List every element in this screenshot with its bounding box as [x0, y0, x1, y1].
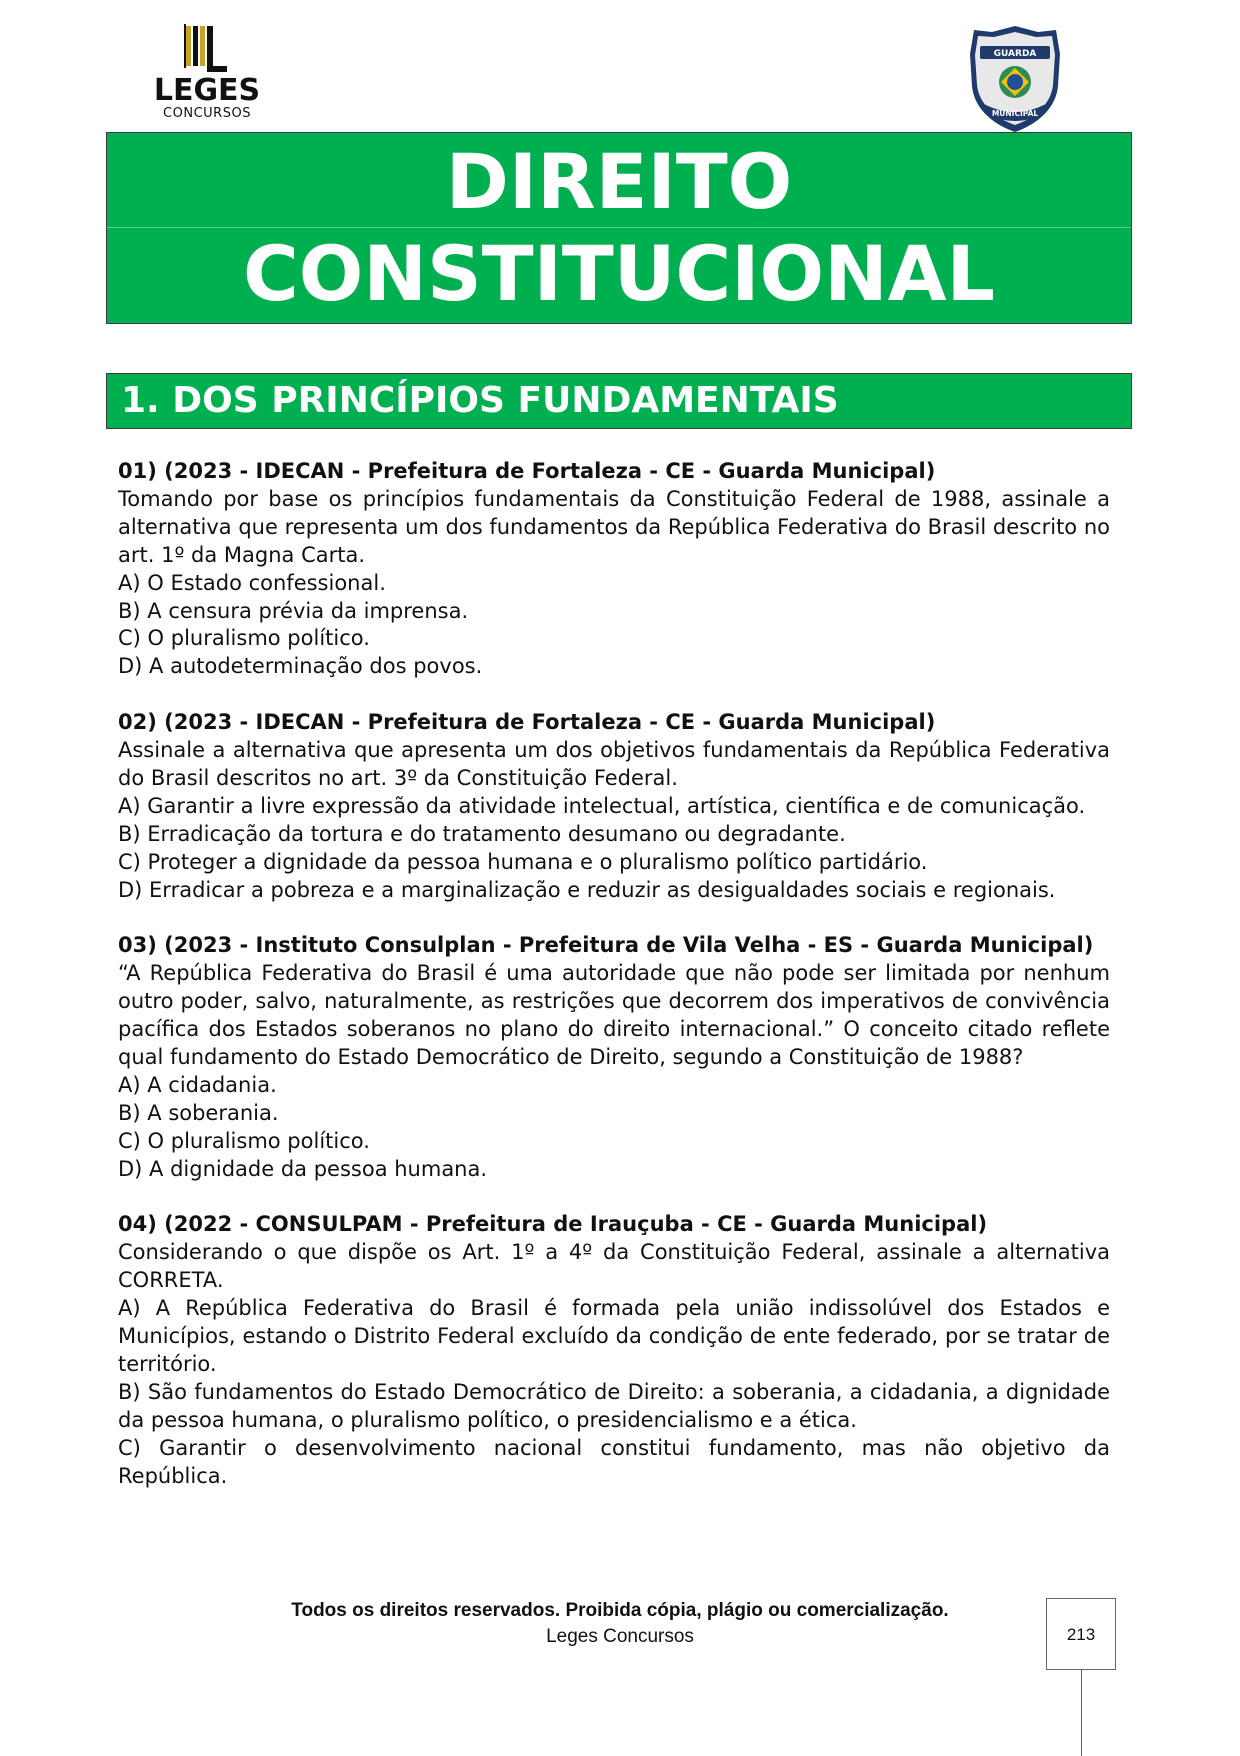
option-c: C) O pluralismo político.: [118, 626, 370, 651]
option-c: C) O pluralismo político.: [118, 1128, 370, 1153]
leges-logo-subtitle: CONCURSOS: [163, 106, 251, 121]
option-d: D) A autodeterminação dos povos.: [118, 654, 483, 679]
question-stem: Tomando por base os princípios fundamentais da Constituição Federal de 1988, assinale a alternativa que representa um dos fundamentos da República Federativa do Brasil descrito no art. 1º da Magna Carta.: [118, 486, 1110, 567]
title-divider: [107, 227, 1131, 228]
option-b: B) A soberania.: [118, 1100, 279, 1125]
option-a: A) Garantir a livre expressão da atividade intelectual, artística, científica e de comunicação.: [118, 793, 1086, 818]
question-header: 01) (2023 - IDECAN - Prefeitura de Fortaleza - CE - Guarda Municipal): [118, 459, 936, 483]
title-line-1: DIREITO: [445, 137, 793, 226]
question-header: 03) (2023 - Instituto Consulplan - Prefeitura de Vila Velha - ES - Guarda Municipal): [118, 933, 1094, 958]
option-b: B) São fundamentos do Estado Democrático de Direito: a soberania, a cidadania, a dignidade da pessoa humana, o pluralismo político, o presidencialismo e a ética.: [118, 1379, 1110, 1432]
question-header: 02) (2023 - IDECAN - Prefeitura de Fortaleza - CE - Guarda Municipal): [118, 710, 936, 735]
question-stem: “A República Federativa do Brasil é uma autoridade que não pode ser limitada por nenhum outro poder, salvo, naturalmente, as restrições que decorrem dos imperativos de convivência pacífica dos Estados soberanos no plano do direito internacional.” O conceito citado reflete qual fundamento do Estado Democrático de Direito, segundo a Constituição de 1988?: [118, 961, 1110, 1069]
question-header: 04) (2022 - CONSULPAM - Prefeitura de Irauçuba - CE - Guarda Municipal): [118, 1212, 988, 1237]
page-number-stem: [1081, 1670, 1082, 1756]
leges-logo: [152, 22, 262, 121]
option-a: A) A República Federativa do Brasil é formada pela união indissolúvel dos Estados e Municípios, estando o Distrito Federal excluído da condição de ente federado, por se tratar de território.: [118, 1296, 1110, 1376]
option-a: A) O Estado confessional.: [118, 570, 386, 595]
leges-mark-icon: [180, 22, 230, 77]
question-list: [118, 458, 1110, 1518]
guarda-municipal-badge-icon: [968, 24, 1062, 134]
question-04: [118, 1211, 1110, 1490]
title-banner: [106, 132, 1132, 324]
option-b: B) A censura prévia da imprensa.: [118, 598, 469, 623]
badge-top-text: GUARDA: [993, 49, 1037, 59]
question-01: [118, 458, 1110, 681]
option-c: C) Proteger a dignidade da pessoa humana e o pluralismo político partidário.: [118, 849, 928, 874]
footer-rights: Todos os direitos reservados. Proibida cópia, plágio ou comercialização.: [291, 1600, 949, 1621]
section-heading: 1. DOS PRINCÍPIOS FUNDAMENTAIS: [121, 380, 839, 421]
page-number: 213: [1046, 1598, 1116, 1670]
option-b: B) Erradicação da tortura e do tratamento desumano ou degradante.: [118, 821, 846, 846]
question-stem: Considerando o que dispõe os Art. 1º a 4º da Constituição Federal, assinale a alternativa CORRETA.: [118, 1240, 1110, 1293]
question-03: [118, 932, 1110, 1183]
section-header: [106, 373, 1132, 429]
question-stem: Assinale a alternativa que apresenta um dos objetivos fundamentais da República Federativa do Brasil descritos no art. 3º da Constituição Federal.: [118, 738, 1110, 790]
option-d: D) A dignidade da pessoa humana.: [118, 1156, 488, 1181]
footer-publisher: Leges Concursos: [546, 1626, 694, 1647]
badge-bottom-text: MUNICIPAL: [991, 109, 1039, 118]
option-d: D) Erradicar a pobreza e a marginalização e reduzir as desigualdades sociais e regionais.: [118, 877, 1056, 902]
question-02: [118, 709, 1110, 904]
title-line-2: CONSTITUCIONAL: [243, 229, 995, 318]
page-footer: [180, 1598, 1060, 1650]
option-a: A) A cidadania.: [118, 1072, 277, 1097]
leges-logo-name: LEGES: [153, 73, 261, 108]
option-c: C) Garantir o desenvolvimento nacional constitui fundamento, mas não objetivo da República.: [118, 1435, 1110, 1488]
